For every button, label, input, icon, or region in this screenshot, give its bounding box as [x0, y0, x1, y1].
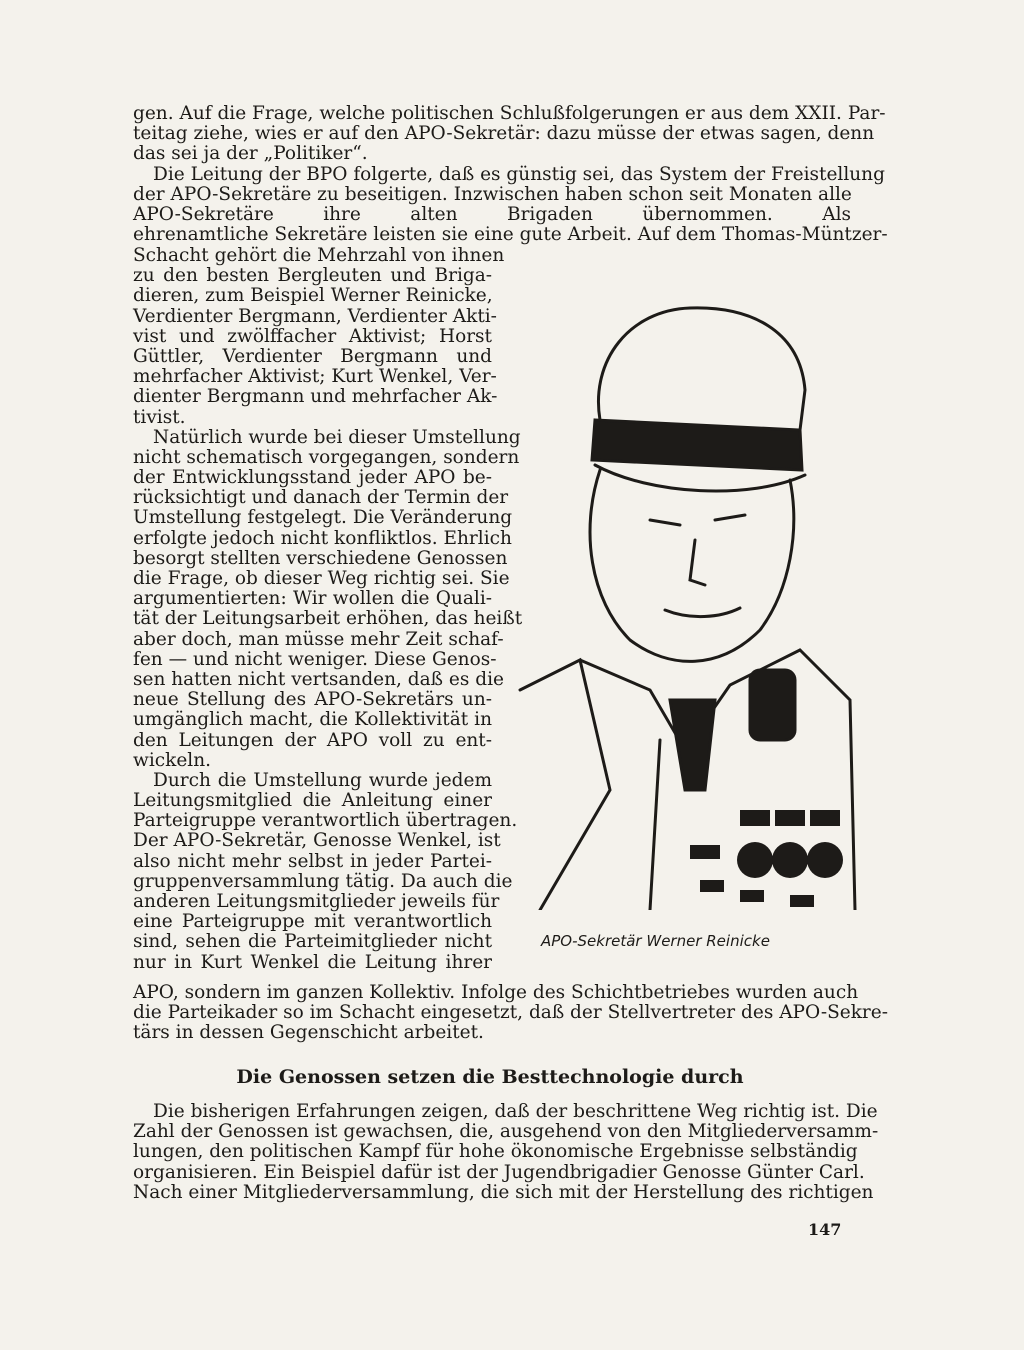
text-line: neue Stellung des APO-Sekretärs un- [133, 689, 492, 711]
text-line: sind, sehen die Parteimitglieder nicht [133, 931, 492, 953]
text-line: nicht schematisch vorgegangen, sondern [133, 446, 520, 468]
text-line: der Entwicklungsstand jeder APO be- [133, 467, 492, 489]
text-line: umgänglich macht, die Kollektivität in [133, 709, 492, 731]
portrait-illustration [500, 270, 860, 910]
text-line: Parteigruppe verantwortlich übertragen. [133, 810, 518, 832]
text-line: APO, sondern im ganzen Kollektiv. Infolge des Schichtbetriebes wurden auch [133, 982, 859, 1003]
cap-crown [598, 308, 805, 430]
text-line: also nicht mehr selbst in jeder Partei- [133, 850, 492, 872]
paragraph-after [133, 982, 888, 1044]
text-line: rücksichtigt und danach der Termin der [133, 487, 509, 509]
collar-patch [750, 670, 795, 740]
text-line: Umstellung festgelegt. Die Veränderung [133, 507, 513, 529]
text-line: gen. Auf die Frage, welche politischen Schlußfolgerungen er aus dem XXII. Par- [133, 103, 886, 124]
text-line: fen — und nicht weniger. Diese Genos- [133, 648, 497, 670]
text-line: Die bisherigen Erfahrungen zeigen, daß der beschrittene Weg richtig ist. Die [153, 1101, 878, 1122]
page-number: 147 [808, 1220, 842, 1239]
section-heading: Die Genossen setzen die Besttechnologie durch [236, 1066, 744, 1088]
text-line: Nach einer Mitgliederversammlung, die sich mit der Herstellung des richtigen [133, 1181, 874, 1203]
text-line: den Leitungen der APO voll zu ent- [133, 729, 492, 751]
text-line: ehrenamtliche Sekretäre leisten sie eine gute Arbeit. Auf dem Thomas-Müntzer- [133, 224, 888, 246]
coat-left [520, 660, 610, 910]
text-line: Durch die Umstellung wurde jedem [153, 769, 492, 791]
text-line: Zahl der Genossen ist gewachsen, die, ausgehend von den Mitgliederversamm- [133, 1121, 879, 1143]
text-line: tät der Leitungsarbeit erhöhen, das heißt [133, 608, 523, 630]
text-line: aber doch, man müsse mehr Zeit schaf- [133, 628, 504, 650]
text-line: APO-Sekretäre ihre alten Brigaden übernommen. Als [133, 203, 851, 225]
text-line: dienter Bergmann und mehrfacher Ak- [133, 386, 498, 408]
text-line: Verdienter Bergmann, Verdienter Akti- [133, 305, 497, 327]
text-line: die Parteikader so im Schacht eingesetzt, daß der Stellvertreter des APO-Sekre- [133, 1002, 888, 1024]
text-line: wickeln. [133, 749, 211, 771]
text-line: Leitungsmitglied die Anleitung einer [133, 790, 492, 812]
text-line: der APO-Sekretäre zu beseitigen. Inzwischen haben schon seit Monaten alle [133, 183, 852, 205]
text-line: dieren, zum Beispiel Werner Reinicke, [133, 285, 493, 307]
medals [690, 810, 843, 907]
text-line: das sei ja der „Politiker“. [133, 143, 368, 165]
text-line: erfolgte jedoch nicht konfliktlos. Ehrlich [133, 527, 512, 549]
text-line: eine Parteigruppe mit verantwortlich [133, 911, 492, 933]
text-line: gruppenversammlung tätig. Da auch die [133, 870, 513, 892]
text-line: Güttler, Verdienter Bergmann und [133, 345, 492, 367]
text-line: zu den besten Bergleuten und Briga- [133, 265, 492, 287]
paragraph-top [133, 103, 888, 246]
text-line: vist und zwölffacher Aktivist; Horst [133, 325, 492, 347]
text-line: mehrfacher Aktivist; Kurt Wenkel, Ver- [133, 366, 497, 388]
text-line: organisieren. Ein Beispiel dafür ist der Jugendbrigadier Genosse Günter Carl. [133, 1161, 865, 1183]
text-line: nur in Kurt Wenkel die Leitung ihrer [133, 951, 492, 973]
tie [670, 700, 715, 790]
text-line: tärs in dessen Gegenschicht arbeitet. [133, 1022, 484, 1044]
cap-band [592, 420, 802, 470]
text-line: Schacht gehört die Mehrzahl von ihnen [133, 245, 505, 266]
figure-caption: APO-Sekretär Werner Reinicke [541, 932, 770, 950]
text-line: lungen, den politischen Kampf für hohe ökonomische Ergebnisse selbständig [133, 1141, 858, 1163]
text-line: Natürlich wurde bei dieser Umstellung [153, 426, 521, 448]
text-line: besorgt stellten verschiedene Genossen [133, 547, 508, 569]
paragraph-bottom [133, 1101, 879, 1203]
text-line: argumentierten: Wir wollen die Quali- [133, 588, 492, 610]
text-line: die Frage, ob dieser Weg richtig sei. Sie [133, 568, 510, 589]
text-line: Der APO-Sekretär, Genosse Wenkel, ist [133, 830, 501, 852]
text-line: Die Leitung der BPO folgerte, daß es günstig sei, das System der Freistellung [153, 163, 885, 185]
text-line: anderen Leitungsmitglieder jeweils für [133, 891, 500, 912]
text-line: tivist. [133, 406, 186, 428]
text-line: teitag ziehe, wies er auf den APO-Sekretär: dazu müsse der etwas sagen, denn [133, 123, 875, 145]
paragraph-column [133, 245, 523, 973]
text-line: sen hatten nicht vertsanden, daß es die [133, 668, 504, 690]
